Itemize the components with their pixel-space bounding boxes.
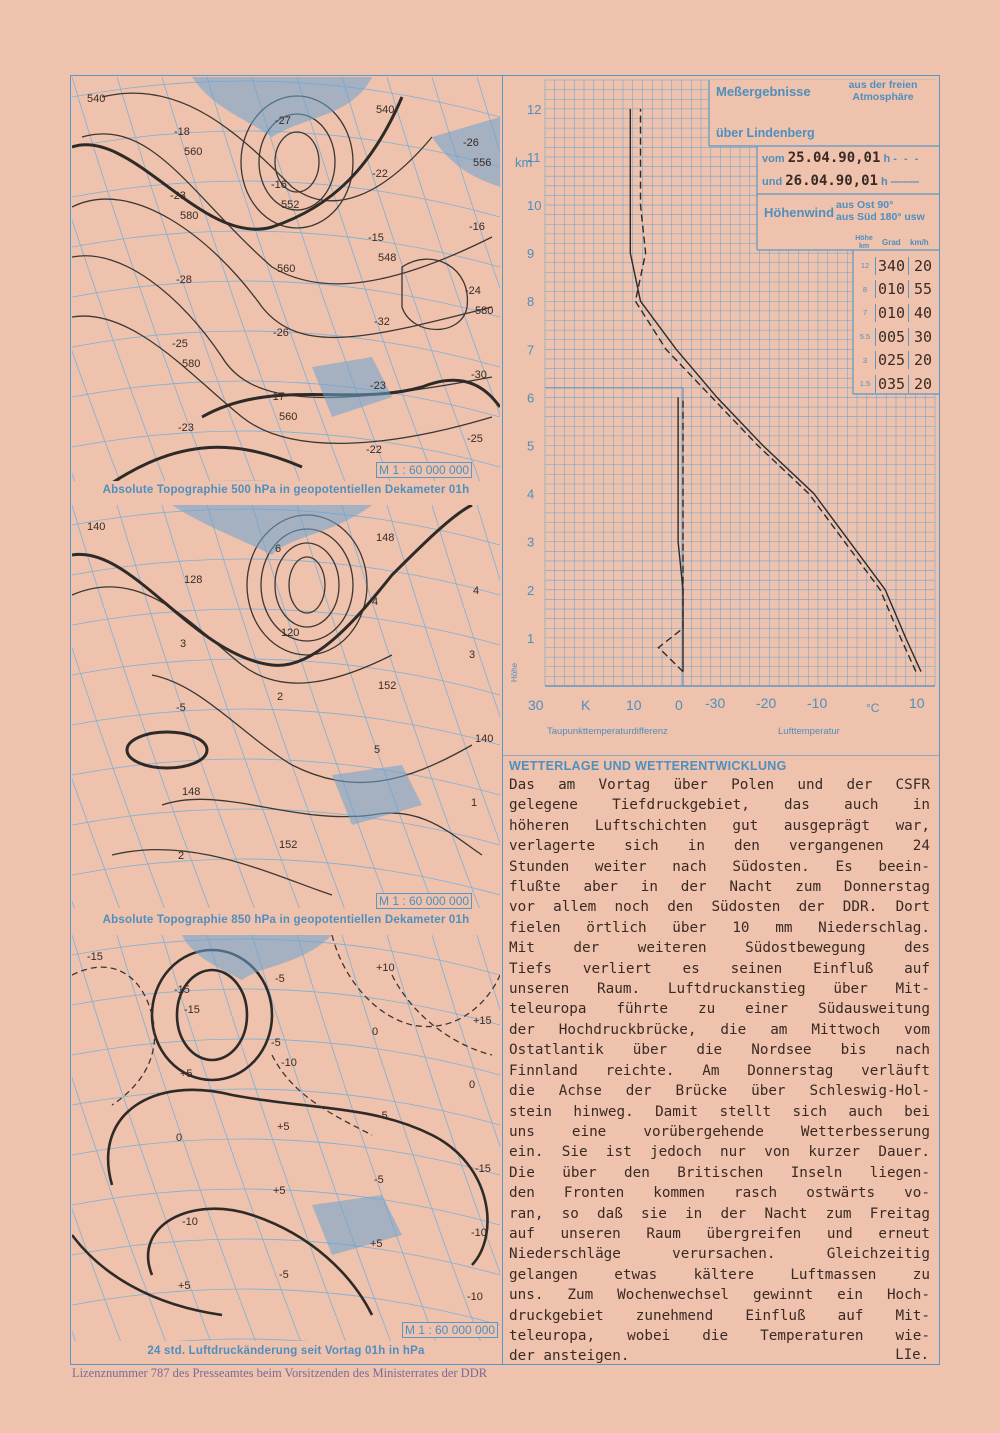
chart-date1: 25.04.90,01 [787,150,881,166]
height-tick: 5 [527,438,535,454]
map-label: 580 [475,305,494,317]
wind-direction: 025 [875,351,909,369]
weather-line: höheren Luftschichten gut ausgeprägt war, [509,817,930,834]
wind-row [855,325,939,349]
map-label: 0 [372,1026,379,1038]
wind-speed: 20 [913,256,933,275]
map-label: 580 [182,358,201,370]
map-label: -5 [176,702,186,714]
chart-date1-prefix: vom [762,153,785,165]
weather-line: die Achse der Brücke über Schleswig-Hol- [509,1083,930,1100]
map-label: -22 [366,444,382,456]
map-label: -10 [467,1291,483,1303]
wind-note [836,199,925,223]
map-pressure-change-drawing [72,935,500,1341]
map-label: -25 [172,338,188,350]
chart-date1-legend: - - - [893,153,921,165]
map-label: -26 [273,327,289,339]
map-label: 120 [281,627,300,639]
wind-height: 8 [862,284,868,294]
map-500hpa [72,77,500,481]
weather-line: ran, so daß sie in der Nacht zum Freitag [509,1205,930,1222]
weather-line: teleuropa, wobei die Temperaturen wie- [509,1327,930,1344]
map-label: 152 [279,839,298,851]
map-label: -5 [275,973,285,985]
map-label: -28 [176,274,192,286]
chart-date2-legend: —–— [890,176,919,188]
wind-speed: 30 [913,327,933,346]
hoehe-label: Höhe [510,662,519,682]
map-label: -10 [281,1057,297,1069]
weather-line: Stunden weiter nach Südosten. Es beein- [509,858,930,875]
wind-title: Höhenwind [764,205,835,220]
map-label: 556 [473,157,492,169]
wind-col-dir: Grad [882,238,901,247]
weather-line: uns eine vorübergehende Wetterbesserung [509,1123,930,1140]
dewpoint-tick: 0 [675,697,683,713]
height-tick: 8 [527,294,535,310]
height-tick: 4 [527,486,535,502]
wind-direction: 340 [875,257,909,275]
map-label: -23 [178,422,194,434]
weather-line: Ostatlantik über die Nordsee bis nach [509,1042,930,1059]
chart-title-note [838,79,928,103]
map-label: -5 [378,1110,388,1122]
weather-line: unseren Raum. Luftdruckanstieg über Mit- [509,981,930,998]
wind-direction: 010 [875,280,909,298]
height-tick: 9 [527,246,535,262]
weather-line: Das am Vortag über Polen und der CSFR [509,777,930,793]
map-label: +15 [473,1015,492,1027]
map-label: -5 [374,1174,384,1186]
map-label: 552 [281,199,300,211]
map-label: 548 [378,252,397,264]
license-note: Lizenznummer 787 des Presseamtes beim Vorsitzenden des Ministerrates der DDR [72,1366,488,1380]
wind-speed: 40 [913,303,933,322]
map-label: -27 [275,115,291,127]
map-label: 580 [180,210,199,222]
wind-table [855,254,939,396]
height-tick: 1 [527,630,535,646]
chart-date1-hour: h [883,153,891,165]
dewpoint-tick: 30 [528,697,544,713]
weather-heading: WETTERLAGE UND WETTERENTWICKLUNG [509,759,787,773]
map-label: +5 [277,1121,290,1133]
map-850hpa [72,505,500,908]
map-label: +5 [178,1280,191,1292]
map-500hpa-scale: M 1 : 60 000 000 [376,462,472,478]
wind-col-speed: km/h [910,238,929,247]
map-label: 4 [372,596,379,608]
map-500hpa-drawing [72,77,500,481]
map-label: -15 [174,984,190,996]
weather-line: uns. Zum Wochenwechsel gewinnt ein Hoch- [509,1287,930,1304]
weather-line: Die über den Britischen Inseln liegen- [509,1164,930,1181]
weather-line: vor allem noch den Südosten der DDR. Dort [509,899,930,916]
map-label: -15 [368,232,384,244]
map-500hpa-caption: Absolute Topographie 500 hPa in geopotentiellen Dekameter 01h [102,484,470,496]
map-label: -32 [374,316,390,328]
height-tick: 11 [527,149,541,165]
wind-note-2: aus Süd 180° usw [836,211,925,223]
map-label: -10 [182,1216,198,1228]
chart-station: über Lindenberg [716,126,815,140]
weather-line: Niederschläge verursachen. Gleichzeitig [509,1246,930,1263]
map-label: -17 [269,391,285,403]
temperature-tick: -20 [756,695,777,711]
map-label: 560 [184,146,203,158]
dewpoint-axis-title: Taupunkttemperaturdifferenz [547,726,668,737]
wind-speed: 20 [913,351,933,370]
map-label: -5 [279,1269,289,1281]
wind-row [855,278,939,302]
temperature-tick: -30 [705,695,726,711]
wind-speed: 20 [913,374,933,393]
weather-line: den Fronten kommen rasch ostwärts vo- [509,1185,930,1202]
weather-line: verlagerte sich in den vergangenen 24 [509,838,930,855]
map-label: 128 [184,574,203,586]
map-label: 2 [277,691,284,703]
chart-date2-hour: h [881,176,888,188]
weather-line: fielen örtlich über 10 mm Niederschlag. [509,919,930,936]
map-label: -30 [471,369,487,381]
weather-text [509,775,930,1367]
chart-title: Meßergebnisse [716,84,811,99]
map-pressure-change-scale: M 1 : 60 000 000 [402,1322,498,1338]
map-label: -15 [87,951,103,963]
temperature-axis-title: Lufttemperatur [778,726,840,737]
height-tick: 7 [527,342,535,358]
map-label: 4 [473,585,480,597]
chart-date1-row [762,150,920,166]
map-label: -10 [471,1227,487,1239]
km-label: km [515,154,533,170]
height-tick: 10 [527,198,542,214]
map-label: 0 [176,1132,183,1144]
wind-row [855,301,939,325]
wind-direction: 005 [875,328,909,346]
weather-line: Tiefs verliert es seinen Einfluß auf [509,960,930,977]
weather-line: gelangen etwas kältere Luftmassen zu [509,1266,930,1283]
wind-height: 3 [862,355,868,365]
map-label: 3 [469,649,476,661]
weather-line: auf unseren Raum übergreifen und erneut [509,1225,930,1242]
weather-line: gelegene Tiefdruckgebiet, das auch in [509,797,930,814]
weather-line: Mit der weiteren Südostbewegung des [509,940,930,957]
map-850hpa-drawing [72,505,500,908]
weather-line: teleuropa führte zu einer Südausweitung [509,1001,930,1018]
wind-speed: 55 [913,280,933,299]
map-label: -23 [170,190,186,202]
wind-direction: 010 [875,304,909,322]
weather-line: der ansteigen. [509,1348,630,1365]
weather-signature: LIe. [895,1347,929,1363]
wind-height: 5.5 [859,332,871,342]
wind-note-1: aus Ost 90° [836,199,894,211]
map-pressure-change [72,935,500,1341]
map-label: +10 [376,962,395,974]
map-label: 140 [87,521,106,533]
height-tick: 3 [527,534,535,550]
map-label: 2 [178,850,185,862]
map-label: 0 [469,1079,476,1091]
wind-row [855,348,939,372]
wind-height: 7 [862,308,868,318]
map-label: 6 [275,543,282,555]
map-label: -15 [184,1004,200,1016]
map-label: 560 [279,411,298,423]
height-tick: 6 [527,390,535,406]
wind-row [855,372,939,396]
weather-line: der Hochdruckbrücke, die am Mittwoch vom [509,1021,930,1038]
map-label: 560 [277,263,296,275]
map-label: -23 [370,380,386,392]
weather-line: Finnland reichte. Am Donnerstag verläuft [509,1062,930,1079]
map-850hpa-caption: Absolute Topographie 850 hPa in geopotentiellen Dekameter 01h [102,914,470,926]
weather-line: druckgebiet zunehmend Einfluß auf Mit- [509,1307,930,1324]
map-label: -16 [271,179,287,191]
weather-line: flußte aber in der Nacht zum Donnerstag [509,879,930,896]
map-label: -15 [475,1163,491,1175]
map-label: -5 [271,1037,281,1049]
map-label: 1 [471,797,478,809]
map-label: -22 [372,168,388,180]
map-850hpa-scale: M 1 : 60 000 000 [376,893,472,909]
map-label: -16 [469,221,485,233]
map-label: 540 [87,93,106,105]
weather-line: ein. Sie ist jedoch nur von kurzer Dauer. [509,1144,930,1161]
map-label: -25 [467,433,483,445]
chart-date2-prefix: und [762,176,783,188]
map-label: 140 [475,733,494,745]
map-pressure-change-caption: 24 std. Luftdruckänderung seit Vortag 01h in hPa [147,1345,425,1357]
chart-title-note-1: aus der freien [848,79,918,91]
map-label: 148 [376,532,395,544]
temperature-tick: -10 [807,695,828,711]
map-label: -24 [465,285,481,297]
wind-col-height: Höhe km [855,235,873,250]
temperature-tick: 10 [909,695,925,711]
celsius-label: °C [866,701,880,715]
dewpoint-tick: 10 [626,697,642,713]
map-label: +5 [180,1068,193,1080]
map-label: 148 [182,786,201,798]
map-label: -18 [174,126,190,138]
wind-height: 12 [860,261,870,271]
map-label: +5 [370,1238,383,1250]
map-label: +5 [273,1185,286,1197]
map-label: 540 [376,104,395,116]
dewpoint-line-26 [678,397,683,671]
map-label: 5 [374,744,381,756]
weather-line: stein hinweg. Damit stellt sich auch bei [509,1103,930,1120]
map-label: 3 [180,638,187,650]
k-label: K [581,697,591,713]
height-tick: 2 [527,582,535,598]
chart-date2: 26.04.90,01 [785,173,878,189]
wind-height: 1.5 [859,379,871,389]
wind-row [855,254,939,278]
map-label: -26 [463,137,479,149]
map-label: 152 [378,680,397,692]
wind-direction: 035 [875,375,909,393]
chart-title-note-2: Atmosphäre [852,91,914,103]
height-tick: 12 [527,101,542,117]
chart-date2-row [762,173,919,189]
